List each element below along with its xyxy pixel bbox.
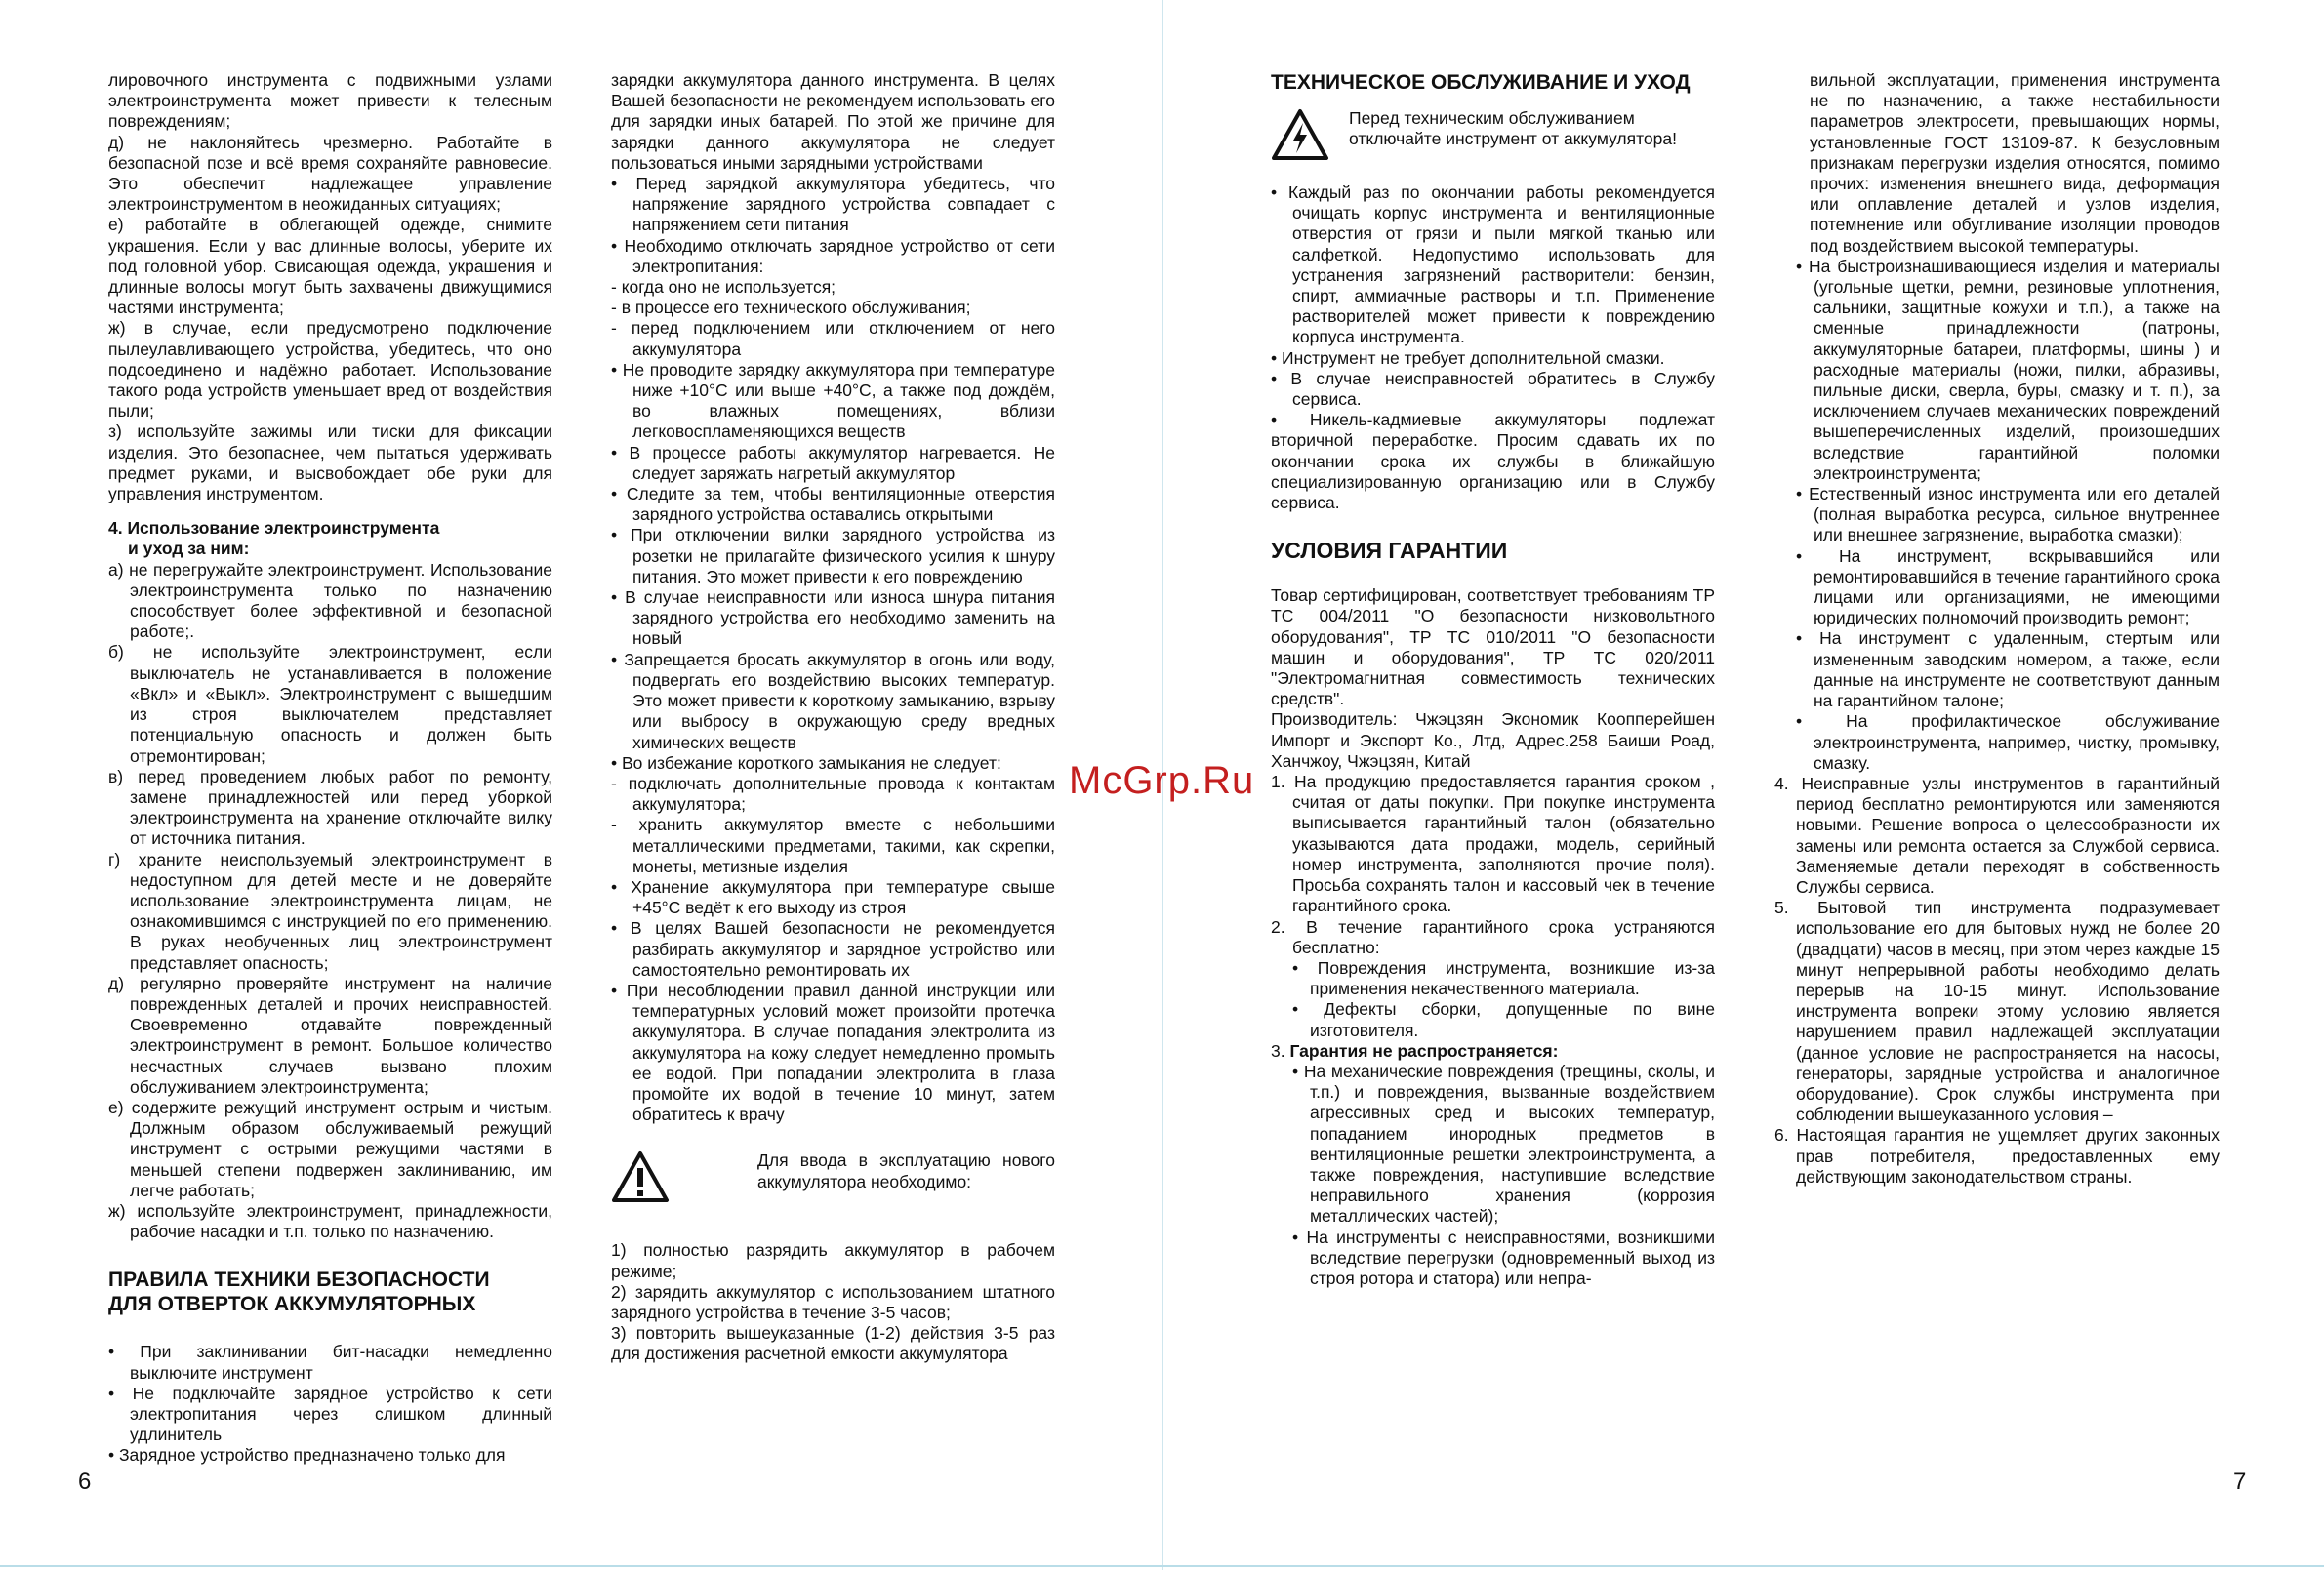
list-item: • Хранение аккумулятора при температуре свыше +45°С ведёт к его выходу из строя — [611, 876, 1055, 918]
bottom-rule — [0, 1565, 2324, 1567]
paragraph: зарядки аккумулятора данного инструмента. В целях Вашей безопасности не рекомендуем использовать его для зарядки иных батарей. По этой же причине для зарядки данного аккумулятора не следует пользоваться иными зарядными устройствами — [611, 70, 1055, 173]
list-item: • Не проводите зарядку аккумулятора при температуре ниже +10°С или выше +40°С, а также под дождём, во влажных помещениях, вблизи легковоспламеняющихся веществ — [611, 359, 1055, 442]
warranty-subitem: • Повреждения инструмента, возникшие из-за применения некачественного материала. — [1292, 957, 1715, 999]
list-item: г) храните неиспользуемый электроинструмент в недоступном для детей месте и не доверяйте использование электроинструмента лицам, не ознакомившимся с инструкцией по его применению. В руках необученных лиц электроинструмент представляет опасность; — [108, 849, 552, 973]
list-item: ж) используйте электроинструмент, принадлежности, рабочие насадки и т.п. только по назначению. — [108, 1200, 552, 1242]
list-item: в) перед проведением любых работ по ремонту, замене принадлежностей или перед уборкой электроинструмента на хранение отключайте вилку от источника питания. — [108, 766, 552, 849]
paragraph: вильной эксплуатации, применения инструмента не по назначению, а также нестабильности параметров электросети, превышающих нормы, установленные ГОСТ 13109-87. К безусловным признакам перегрузки изделия относятся, помимо прочих: изменения внешнего вида, деформация или оплавление деталей и узлов изделия, потемнение или обугливание изоляции проводов под воздействием высокой температуры. — [1810, 70, 2220, 256]
list-item: • Следите за тем, чтобы вентиляционные отверстия зарядного устройства оставались открытыми — [611, 484, 1055, 525]
step: 2) зарядить аккумулятор с использованием штатного зарядного устройства в течение 3-5 часов; — [611, 1281, 1055, 1322]
bullet-item: • Никель-кадмиевые аккумуляторы подлежат вторичной переработке. Просим сдавать их по окончании срока их службы в ближайшую специализированную организацию или в Службу сервиса. — [1271, 410, 1715, 513]
page-number-left: 6 — [78, 1469, 92, 1495]
list-item: - когда оно не используется; — [611, 277, 836, 298]
list-item: е) содержите режущий инструмент острым и чистым. Должным образом обслуживаемый режущий инструмент с острыми режущими частями в меньшей степени подвержен заклиниванию, им легче работать; — [108, 1097, 552, 1200]
list-item: • При отключении вилки зарядного устройства из розетки не прилагайте физического усилия к шнуру питания. Это может привести к его повреждению — [611, 525, 1055, 586]
section-heading: УСЛОВИЯ ГАРАНТИИ — [1271, 538, 1508, 564]
bullet-item: • При заклинивании бит-насадки немедленно выключите инструмент — [108, 1342, 552, 1383]
bullet-item: • Каждый раз по окончании работы рекомендуется очищать корпус инструмента и вентиляционные отверстия от грязи и пыли мягкой тканью или салфеткой. Недопустимо использовать для устранения загрязнений растворители: бензин, спирт, аммиачные растворы и т.п. Применение растворителей может привести к повреждению корпуса инструмента. — [1271, 182, 1715, 347]
list-item: • В случае неисправности или износа шнура питания зарядного устройства его необходимо заменить на новый — [611, 587, 1055, 649]
list-item: а) не перегружайте электроинструмент. Использование электроинструмента только по назначению способствует более эффективной и безопасной работе;. — [108, 559, 552, 642]
page-number-right: 7 — [2233, 1469, 2247, 1495]
bullet-item: • Естественный износ инструмента или его деталей (полная выработка ресурса, сильное внутреннее или внешнее загрязнение, выработка смазки); — [1796, 484, 2220, 545]
bullet-item: • На быстроизнашивающиеся изделия и материалы (угольные щетки, ремни, резиновые уплотнения, сальники, защитные кожухи и т.п.), а также на сменные принадлежности (патроны, аккумуляторные батареи, платформы, шины ) и расходные материалы (ножи, пилки, абразивы, пильные диски, сверла, буры, смазку и т. п.), за исключением случаев механических повреждений вышеперечисленных изделий, произошедших вследствие гарантийной поломки электроинструмента; — [1796, 256, 2220, 483]
list-item: • Запрещается бросать аккумулятор в огонь или воду, подвергать его воздействию высоких температур. Это может привести к короткому замыканию, взрыву или выбросу в окружающую среду вредных химических веществ — [611, 649, 1055, 752]
list-item: - хранить аккумулятор вместе с небольшими металлическими предметами, такими, как скрепки, монеты, метизные изделия — [611, 815, 1055, 876]
list-item: - подключать дополнительные провода к контактам аккумулятора; — [611, 773, 1055, 815]
section-heading — [108, 1268, 552, 1316]
list-item: • При несоблюдении правил данной инструкции или температурных условий может произойти протечка аккумулятора. В случае попадания электролита из аккумулятора на кожу следует немедленно промыть ее водой. При попадании электролита в глаза промойте их водой в течение 10 минут, затем обратитесь к врачу — [611, 980, 1055, 1125]
warranty-item: 5. Бытовой тип инструмента подразумевает использование его для бытовых нужд не более 20 (двадцати) часов в месяц, при этом через каждые 15 минут непрерывной работы необходимо делать перерыв на 10-15 минут. Использование инструмента вопреки этому условию является нарушением правил надлежащей эксплуатации (данное условие не распространяется на насосы, генераторы, зарядные устройства и аналогичное оборудование). Срок службы инструмента при соблюдении вышеуказанного условия – — [1774, 898, 2220, 1125]
bullet-item: • На инструмент с удаленным, стертым или измененным заводским номером, а также, если данные на инструменте не соответствуют данным на гарантийном талоне; — [1796, 628, 2220, 711]
column-1 — [108, 70, 552, 1467]
list-item: • В процессе работы аккумулятор нагревается. Не следует заряжать нагретый аккумулятор — [611, 442, 1055, 483]
paragraph: ж) в случае, если предусмотрено подключение пылеулавливающего устройства, убедитесь, что оно подсоединено и надёжно работает. Использование такого рода устройств уменьшает вред от воздействия пыли; — [108, 318, 552, 422]
list-item: • В целях Вашей безопасности не рекомендуется разбирать аккумулятор и зарядное устройство или самостоятельно ремонтировать их — [611, 918, 1055, 980]
bullet-item: • В случае неисправностей обратитесь в Службу сервиса. — [1271, 368, 1715, 410]
warranty-item: 2. В течение гарантийного срока устраняются бесплатно: — [1271, 916, 1715, 957]
warning-block — [611, 1150, 1055, 1203]
watermark: McGrp.Ru — [1069, 759, 1255, 802]
subheading: 4. Использование электроинструмента — [108, 518, 440, 539]
list-item: • Необходимо отключать зарядное устройство от сети электропитания: — [611, 235, 1055, 276]
bullet-item: • Не подключайте зарядное устройство к сети электропитания через слишком длинный удлинитель — [108, 1383, 552, 1445]
electric-hazard-icon — [1271, 108, 1329, 161]
paragraph: з) используйте зажимы или тиски для фиксации изделия. Это безопаснее, чем пытаться удерживать предмет руками, и высвобождает обе руки для управления инструментом. — [108, 422, 552, 504]
list-item: - перед подключением или отключением от него аккумулятора — [611, 318, 1055, 359]
bullet-item: • Зарядное устройство предназначено только для — [108, 1445, 506, 1466]
paragraph: лировочного инструмента с подвижными узлами электроинструмента может привести к телесным повреждениям; — [108, 70, 552, 132]
list-item: б) не используйте электроинструмент, если выключатель не устанавливается в положение «Вкл» и «Выкл». Электроинструмент с вышедшим из строя выключателем представляет потенциальную опасность и должен быть отремонтирован; — [108, 642, 552, 766]
warranty-subitem: • На инструменты с неисправностями, возникшими вследствие перегрузки (одновременный выход из строя ротора и статора) или непра- — [1292, 1227, 1715, 1288]
warranty-item: 4. Неисправные узлы инструментов в гарантийный период бесплатно ремонтируются или заменяются новыми. Решение вопроса о целесообразности их замены или ремонта остается за Службой сервиса. Заменяемые детали переходят в собственность Службы сервиса. — [1774, 773, 2220, 897]
step: 3) повторить вышеуказанные (1-2) действия 3-5 раз для достижения расчетной емкости аккумулятора — [611, 1323, 1055, 1364]
list-item: - в процессе его технического обслуживания; — [611, 298, 971, 318]
section-heading: ТЕХНИЧЕСКОЕ ОБСЛУЖИВАНИЕ И УХОД — [1271, 71, 1691, 94]
step: 1) полностью разрядить аккумулятор в рабочем режиме; — [611, 1240, 1055, 1281]
list-item: • Перед зарядкой аккумулятора убедитесь, что напряжение зарядного устройства совпадает с напряжением сети питания — [611, 174, 1055, 235]
paragraph: е) работайте в облегающей одежде, снимите украшения. Если у вас длинные волосы, уберите их под головной убор. Свисающая одежда, украшения и длинные волосы могут быть захвачены движущимися частями инструмента; — [108, 215, 552, 318]
warning-text: Перед техническим обслуживанием отключайте инструмент от аккумулятора! — [1349, 108, 1677, 149]
warranty-subitem: • На механические повреждения (трещины, сколы, и т.п.) и повреждения, вызванные воздействием агрессивных сред и высоких температур, попаданием инородных предметов в вентиляционные решетки электроинструмента, а также повреждения, наступившие вследствие неправильного хранения (коррозия металлических частей); — [1292, 1061, 1715, 1227]
column-4 — [1774, 70, 2220, 1188]
column-2 — [611, 70, 1055, 1365]
bullet-item: • На профилактическое обслуживание электроинструмента, например, чистку, промывку, смазку. — [1796, 711, 2220, 773]
warning-block — [1271, 108, 1715, 161]
subheading-line2: и уход за ним: — [128, 539, 250, 559]
manufacturer-text: Производитель: Чжэцзян Экономик Коопперейшен Импорт и Экспорт Ко., Лтд, Адрес.258 Баиши Роад, Ханчжоу, Чжэцзян, Китай — [1271, 709, 1715, 771]
bullet-item: • Инструмент не требует дополнительной смазки. — [1271, 347, 1665, 368]
section-heading-line1: ПРАВИЛА ТЕХНИКИ БЕЗОПАСНОСТИ — [108, 1268, 490, 1292]
warning-text: Для ввода в эксплуатацию нового аккумулятора необходимо: — [757, 1150, 1055, 1191]
warning-triangle-icon — [611, 1150, 670, 1203]
list-item: • Во избежание короткого замыкания не следует: — [611, 752, 1001, 773]
warranty-item-title: Гарантия не распространяется: — [1289, 1040, 1559, 1061]
warranty-subitem: • Дефекты сборки, допущенные по вине изготовителя. — [1292, 999, 1715, 1040]
paragraph: д) не наклоняйтесь чрезмерно. Работайте в безопасной позе и всё время сохраняйте равновесие. Это обеспечит надлежащее управление электроинструментом в неожиданных ситуациях; — [108, 132, 552, 215]
section-heading-line2: ДЛЯ ОТВЕРТОК АККУМУЛЯТОРНЫХ — [108, 1293, 476, 1316]
warranty-item: 6. Настоящая гарантия не ущемляет других законных прав потребителя, предоставленных ему действующим законодательством страны. — [1774, 1125, 2220, 1187]
warranty-item — [1271, 1041, 1715, 1062]
certification-text: Товар сертифицирован, соответствует требованиям ТР ТС 004/2011 "О безопасности низковольтного оборудования", ТР ТС 010/2011 "О безопасности машин и оборудования", ТР ТС 020/2011 "Электромагнитная совместимость технических средств". — [1271, 585, 1715, 709]
warranty-item-number: 3. — [1271, 1040, 1285, 1061]
bullet-item: • На инструмент, вскрывавшийся или ремонтировавшийся в течение гарантийного срока лицами или организациями, не имеющими юридических полномочий производить ремонт; — [1796, 545, 2220, 628]
list-item: д) регулярно проверяйте инструмент на наличие поврежденных деталей и прочих неисправностей. Своевременно отдавайте поврежденный электроинструмент в ремонт. Большое количество несчастных случаев вызвано плохим обслуживанием электроинструмента; — [108, 973, 552, 1097]
column-3 — [1271, 70, 1715, 1289]
warranty-item: 1. На продукцию предоставляется гарантия сроком , считая от даты покупки. При покупке инструмента выписывается гарантийный талон (обязательно указываются дата продажи, модель, серийный номер инструмента, заполняются прочие поля). Просьба сохранять талон и кассовый чек в течение гарантийного срока. — [1271, 772, 1715, 916]
